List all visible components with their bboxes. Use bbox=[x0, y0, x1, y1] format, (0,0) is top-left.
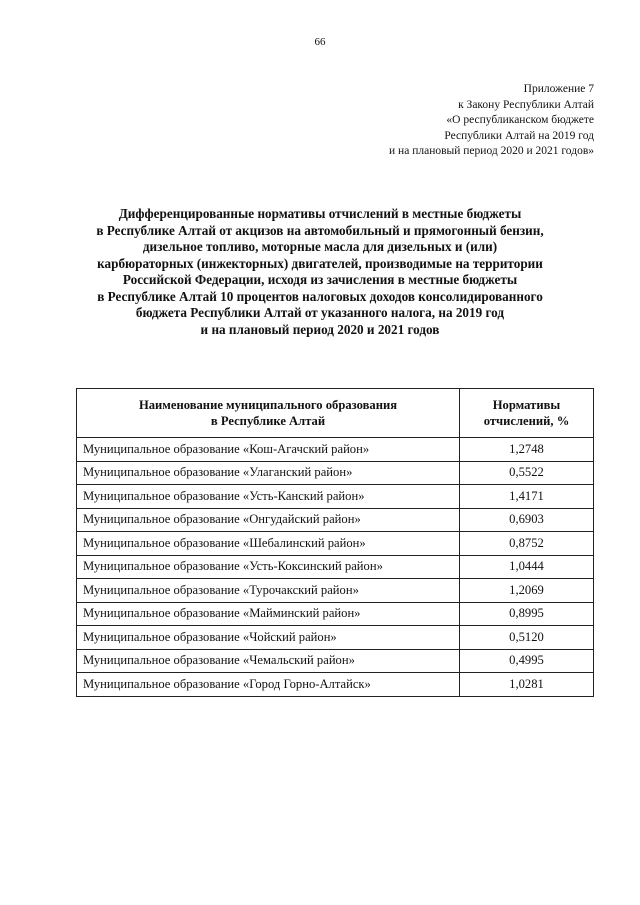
appendix-line: Приложение 7 bbox=[523, 83, 594, 95]
table-row bbox=[77, 673, 594, 697]
table-row bbox=[77, 579, 594, 603]
table-row bbox=[77, 555, 594, 579]
table-row bbox=[77, 508, 594, 532]
appendix-line: к Закону Республики Алтай bbox=[458, 98, 594, 111]
norm-value-cell: 1,4171 bbox=[460, 485, 594, 509]
municipality-cell: Муниципальное образование «Шебалинский район» bbox=[77, 532, 460, 556]
title-line: Российской Федерации, исходя из зачисления в местные бюджеты bbox=[122, 272, 518, 287]
title-line: в Республике Алтай 10 процентов налоговых доходов консолидированного bbox=[97, 288, 543, 304]
page-number: 66 bbox=[314, 36, 326, 48]
table-header-row bbox=[77, 389, 594, 438]
title-line: дизельное топливо, моторные масла для дизельных и (или) bbox=[142, 239, 498, 254]
norm-value-cell: 0,6903 bbox=[460, 508, 594, 532]
title-line: в Республике Алтай от акцизов на автомобильный и прямогонный бензин, bbox=[96, 222, 544, 238]
title-line: и на плановый период 2020 и 2021 годов bbox=[200, 321, 440, 337]
appendix-reference bbox=[389, 82, 594, 160]
table-row bbox=[77, 485, 594, 509]
municipality-cell: Муниципальное образование «Усть-Канский район» bbox=[77, 485, 460, 509]
norm-value-cell: 1,2748 bbox=[460, 438, 594, 462]
header-text: Наименование муниципального образования bbox=[138, 398, 398, 412]
table-row bbox=[77, 649, 594, 673]
norm-value-cell: 0,8995 bbox=[460, 602, 594, 626]
table-row bbox=[77, 602, 594, 626]
document-title bbox=[40, 206, 600, 338]
table-row bbox=[77, 532, 594, 556]
header-text: Нормативы bbox=[492, 398, 561, 412]
municipality-cell: Муниципальное образование «Чемальский район» bbox=[77, 649, 460, 673]
appendix-line: Республики Алтай на 2019 год bbox=[444, 129, 594, 142]
header-municipality bbox=[77, 389, 460, 438]
table-row bbox=[77, 438, 594, 462]
norm-value-cell: 1,0444 bbox=[460, 555, 594, 579]
municipality-cell: Муниципальное образование «Улаганский район» bbox=[77, 461, 460, 485]
norm-value-cell: 1,0281 bbox=[460, 673, 594, 697]
norm-value-cell: 0,5522 bbox=[460, 461, 594, 485]
norm-value-cell: 0,4995 bbox=[460, 649, 594, 673]
header-text: в Республике Алтай bbox=[210, 414, 326, 428]
table-row bbox=[77, 626, 594, 650]
norms-table bbox=[76, 388, 594, 697]
title-line: карбюраторных (инжекторных) двигателей, производимые на территории bbox=[97, 255, 543, 271]
norm-value-cell: 1,2069 bbox=[460, 579, 594, 603]
table-row bbox=[77, 461, 594, 485]
municipality-cell: Муниципальное образование «Онгудайский район» bbox=[77, 508, 460, 532]
municipality-cell: Муниципальное образование «Чойский район» bbox=[77, 626, 460, 650]
municipality-cell: Муниципальное образование «Усть-Коксинский район» bbox=[77, 555, 460, 579]
header-norms bbox=[460, 389, 594, 438]
municipality-cell: Муниципальное образование «Майминский район» bbox=[77, 602, 460, 626]
norm-value-cell: 0,5120 bbox=[460, 626, 594, 650]
appendix-line: и на плановый период 2020 и 2021 годов» bbox=[389, 145, 594, 157]
header-text: отчислений, % bbox=[483, 414, 570, 428]
title-line: Дифференцированные нормативы отчислений в местные бюджеты bbox=[118, 206, 522, 221]
title-line: бюджета Республики Алтай от указанного налога, на 2019 год bbox=[135, 305, 505, 320]
norm-value-cell: 0,8752 bbox=[460, 532, 594, 556]
municipality-cell: Муниципальное образование «Город Горно-Алтайск» bbox=[77, 673, 460, 697]
municipality-cell: Муниципальное образование «Кош-Агачский район» bbox=[77, 438, 460, 462]
municipality-cell: Муниципальное образование «Турочакский район» bbox=[77, 579, 460, 603]
appendix-line: «О республиканском бюджете bbox=[446, 114, 594, 126]
